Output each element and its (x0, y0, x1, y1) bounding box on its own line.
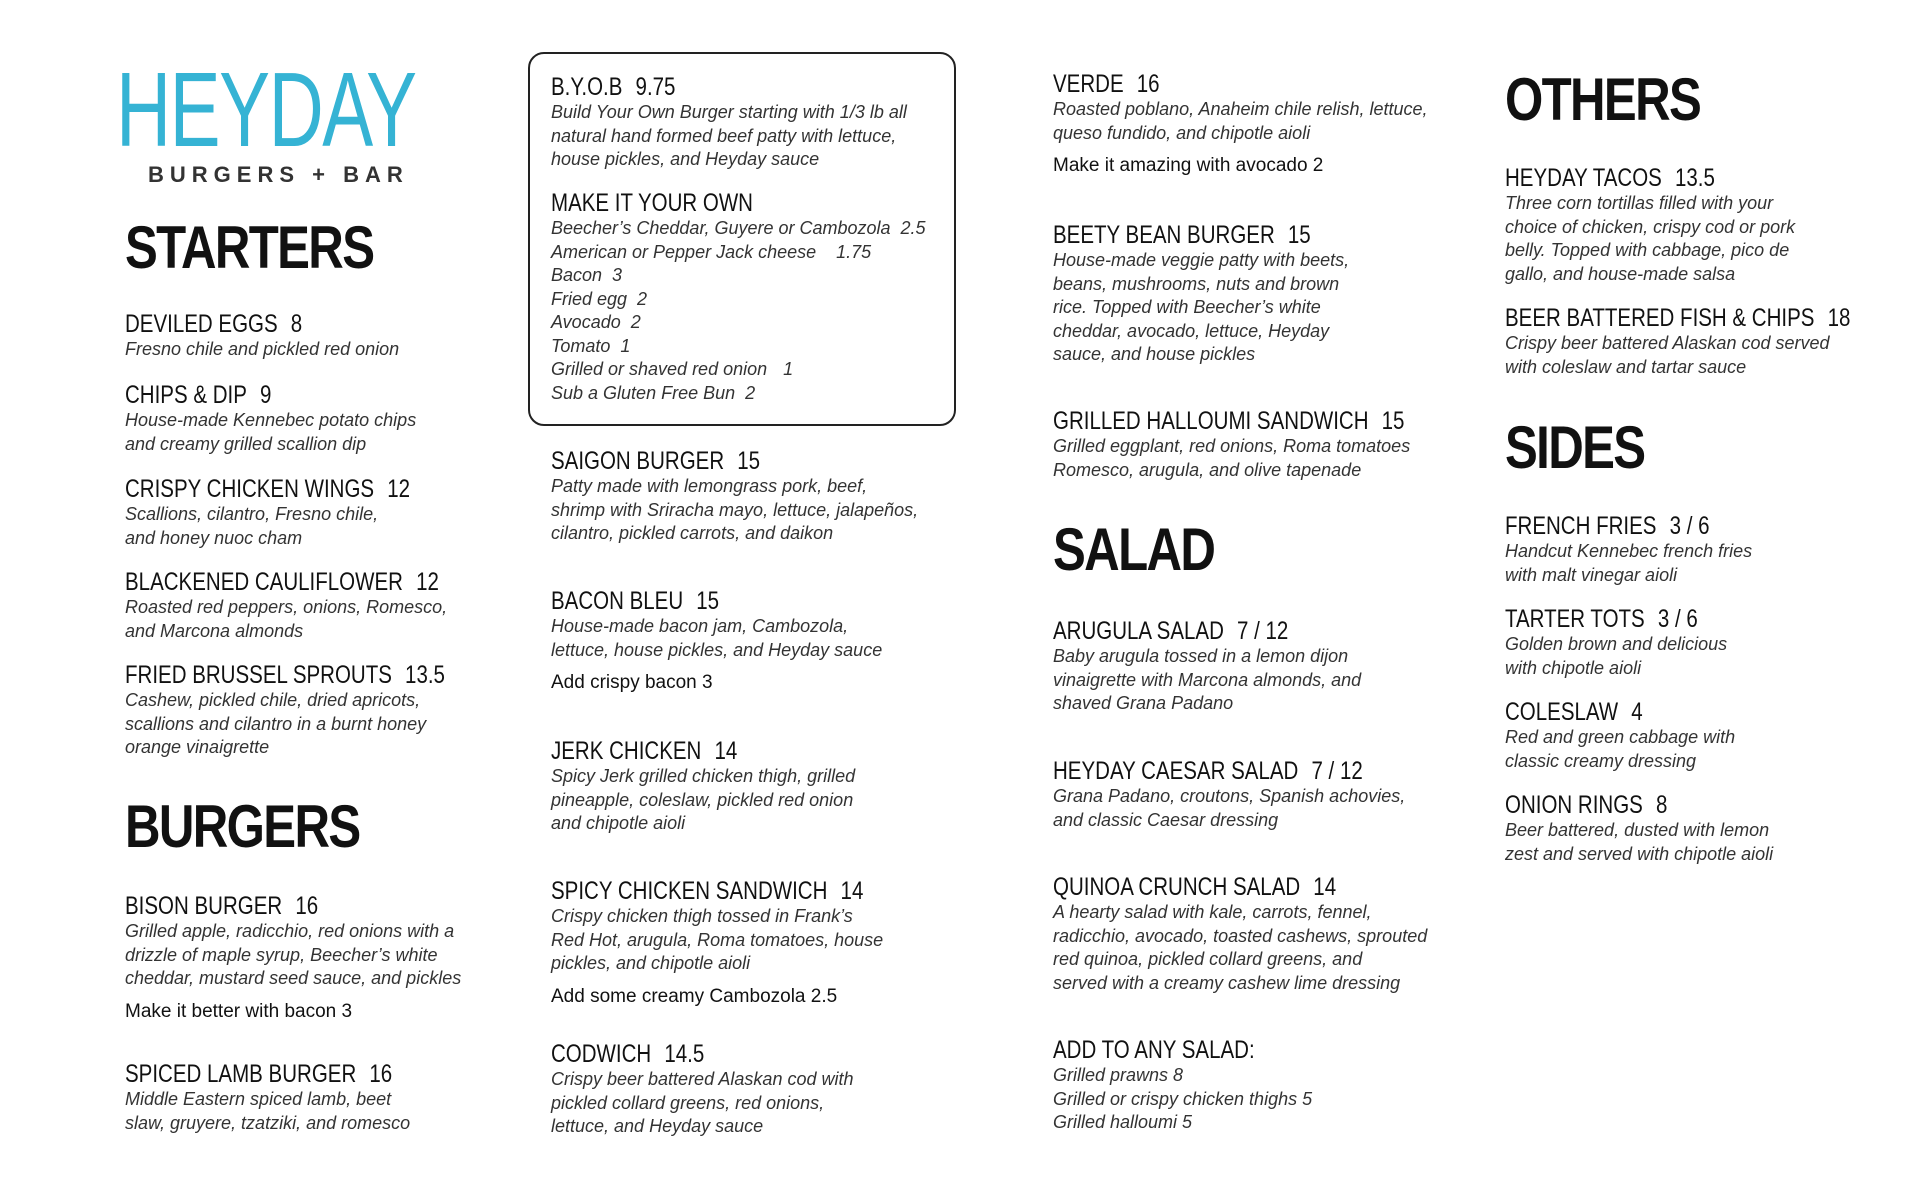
section-title-starters: STARTERS (125, 214, 374, 281)
option-row: Fried egg 2 (551, 288, 648, 309)
item-price: 7 / 12 (1237, 617, 1289, 645)
item-description: Roasted red peppers, onions, Romesco, and Marcona almonds (125, 597, 448, 641)
item-description: Roasted poblano, Anaheim chile relish, lettuce, queso fundido, and chipotle aioli (1053, 99, 1428, 143)
item-name: FRIED BRUSSEL SPROUTS (125, 661, 392, 689)
brand-name: HEYDAY (116, 51, 416, 169)
brand-tagline: BURGERS + BAR (148, 162, 409, 187)
item-description: Grilled prawns 8 Grilled or crispy chicken thighs 5 Grilled halloumi 5 (1053, 1065, 1313, 1132)
item-price: 16 (295, 892, 319, 920)
item-description: Fresno chile and pickled red onion (125, 339, 400, 359)
item-name: COLESLAW (1505, 698, 1619, 726)
item-name: GRILLED HALLOUMI SANDWICH (1053, 407, 1369, 435)
item-price: 3 / 6 (1657, 605, 1698, 633)
option-row: Sub a Gluten Free Bun 2 (551, 382, 756, 403)
menu-item (551, 587, 971, 695)
item-description: House-made bacon jam, Cambozola, lettuce, house pickles, and Heyday sauce (551, 616, 883, 660)
menu-item (1053, 873, 1473, 995)
menu-item (551, 877, 971, 1009)
menu-item (1505, 512, 1920, 587)
item-description: Beer battered, dusted with lemon zest and served with chipotle aioli (1505, 820, 1774, 864)
item-name: MAKE IT YOUR OWN (551, 189, 753, 217)
item-name: SPICED LAMB BURGER (125, 1060, 357, 1088)
item-name: JERK CHICKEN (551, 737, 702, 765)
option-row: Beecher’s Cheddar, Guyere or Cambozola 2.5 (551, 218, 926, 238)
item-name: BACON BLEU (551, 587, 684, 615)
menu-item (1053, 221, 1473, 367)
menu-item (125, 310, 545, 362)
section-title-burgers: BURGERS (125, 793, 360, 860)
menu-item (551, 737, 971, 836)
item-price: 14 (714, 737, 738, 765)
item-description: Baby arugula tossed in a lemon dijon vinaigrette with Marcona almonds, and shaved Grana Padano (1053, 646, 1362, 713)
item-price: 7 / 12 (1311, 757, 1363, 785)
option-row: Tomato 1 (551, 335, 631, 356)
item-price: 14 (840, 877, 864, 905)
item-description: Patty made with lemongrass pork, beef, shrimp with Sriracha mayo, lettuce, jalapeños, cilantro, pickled carrots, and daikon (551, 476, 919, 543)
menu-item (125, 568, 545, 643)
item-description: Three corn tortillas filled with your choice of chicken, crispy cod or pork belly. Topped with cabbage, pico de gallo, and house-made salsa (1505, 193, 1796, 284)
item-addon: Make it better with bacon 3 (125, 1000, 353, 1022)
item-name: BEER BATTERED FISH & CHIPS (1505, 304, 1815, 332)
menu-item (1053, 617, 1473, 716)
item-name: B.Y.O.B (551, 73, 623, 101)
item-price: 14.5 (664, 1040, 705, 1068)
option-row: American or Pepper Jack cheese 1.75 (551, 241, 872, 262)
menu-item (1505, 164, 1920, 286)
menu-item (125, 381, 545, 456)
item-name: CRISPY CHICKEN WINGS (125, 475, 375, 503)
section-title-sides: SIDES (1505, 414, 1645, 481)
option-list (551, 217, 971, 405)
menu-item (125, 475, 545, 550)
item-name: HEYDAY TACOS (1505, 164, 1662, 192)
item-name: ARUGULA SALAD (1053, 617, 1224, 645)
item-price: 12 (387, 475, 411, 503)
item-price: 15 (1381, 407, 1405, 435)
item-name: QUINOA CRUNCH SALAD (1053, 873, 1301, 901)
menu-item (551, 447, 971, 546)
menu-item (1053, 757, 1473, 832)
item-price: 9.75 (635, 73, 676, 101)
item-name: ADD TO ANY SALAD: (1053, 1036, 1255, 1064)
item-name: SPICY CHICKEN SANDWICH (551, 877, 828, 905)
section-title-salad: SALAD (1053, 516, 1215, 583)
item-price: 15 (696, 587, 720, 615)
menu-item (1505, 605, 1920, 680)
item-price: 3 / 6 (1669, 512, 1710, 540)
byob-item (551, 73, 971, 172)
option-row: Avocado 2 (551, 312, 641, 332)
item-addon: Add some creamy Cambozola 2.5 (551, 985, 838, 1007)
menu-item (125, 892, 545, 1024)
item-description: Cashew, pickled chile, dried apricots, scallions and cilantro in a burnt honey orange vinaigrette (125, 690, 427, 757)
item-price: 15 (1287, 221, 1311, 249)
item-name: CODWICH (551, 1040, 652, 1068)
item-description: Scallions, cilantro, Fresno chile, and honey nuoc cham (125, 504, 379, 548)
item-description: Red and green cabbage with classic creamy dressing (1505, 727, 1736, 771)
item-name: CHIPS & DIP (125, 381, 247, 409)
item-name: BEETY BEAN BURGER (1053, 221, 1275, 249)
item-name: ONION RINGS (1505, 791, 1643, 819)
item-price: 8 (1655, 791, 1668, 819)
item-price: 13.5 (405, 661, 445, 689)
item-name: FRENCH FRIES (1505, 512, 1657, 540)
item-description: Grana Padano, croutons, Spanish achovies, and classic Caesar dressing (1053, 786, 1406, 830)
item-description: Grilled apple, radicchio, red onions with a drizzle of maple syrup, Beecher’s white cheddar, mustard seed sauce, and pickles (125, 921, 462, 988)
item-description: Crispy chicken thigh tossed in Frank’s Red Hot, arugula, Roma tomatoes, house pickles, and chipotle aioli (551, 906, 884, 973)
item-addon: Make it amazing with avocado 2 (1053, 155, 1324, 176)
item-price: 4 (1631, 698, 1643, 726)
item-description: Handcut Kennebec french fries with malt vinegar aioli (1505, 541, 1753, 585)
menu-item (1505, 791, 1920, 866)
item-description: Middle Eastern spiced lamb, beet slaw, gruyere, tzatziki, and romesco (125, 1089, 411, 1133)
brand-logo (116, 51, 416, 188)
item-price: 14 (1313, 873, 1337, 901)
item-name: HEYDAY CAESAR SALAD (1053, 757, 1299, 785)
item-description: A hearty salad with kale, carrots, fennel, radicchio, avocado, toasted cashews, sprouted red quinoa, pickled collard greens, and served with a creamy cashew lime dressing (1053, 902, 1428, 993)
item-description: Build Your Own Burger starting with 1/3 lb all natural hand formed beef patty with lettuce, house pickles, and Heyday sauce (551, 102, 907, 169)
menu-item (551, 1040, 971, 1139)
menu-item (1505, 698, 1920, 773)
item-description: House-made Kennebec potato chips and creamy grilled scallion dip (125, 410, 417, 454)
item-addon: Add crispy bacon 3 (551, 672, 713, 693)
option-row: Bacon 3 (551, 265, 623, 285)
item-name: BISON BURGER (125, 892, 283, 920)
menu-item (125, 661, 545, 760)
item-description: Crispy beer battered Alaskan cod with pickled collard greens, red onions, lettuce, and Heyday sauce (551, 1069, 854, 1136)
item-price: 8 (290, 310, 303, 338)
item-name: TARTER TOTS (1505, 605, 1645, 633)
option-row: Grilled or shaved red onion 1 (551, 359, 794, 379)
item-name: DEVILED EGGS (125, 310, 278, 338)
item-description: House-made veggie patty with beets, beans, mushrooms, nuts and brown rice. Topped with Beecher’s white cheddar, avocado, lettuce, Heyday sauce, and house pickles (1053, 250, 1350, 364)
make-it-your-own (551, 189, 971, 405)
item-price: 16 (1136, 70, 1160, 98)
item-description: Golden brown and delicious with chipotle aioli (1505, 634, 1728, 678)
item-price: 13.5 (1674, 164, 1715, 192)
menu-item (1505, 304, 1920, 379)
item-price: 12 (416, 568, 439, 596)
item-price: 16 (369, 1060, 393, 1088)
item-description: Grilled eggplant, red onions, Roma tomatoes Romesco, arugula, and olive tapenade (1053, 436, 1411, 480)
item-price: 18 (1827, 304, 1851, 332)
menu-item (125, 1060, 545, 1135)
item-description: Spicy Jerk grilled chicken thigh, grilled pineapple, coleslaw, pickled red onion and chipotle aioli (551, 766, 856, 833)
item-name: SAIGON BURGER (551, 447, 725, 475)
item-price: 15 (737, 447, 761, 475)
menu-item (1053, 1036, 1473, 1135)
item-description: Crispy beer battered Alaskan cod served with coleslaw and tartar sauce (1505, 333, 1830, 377)
item-name: VERDE (1053, 70, 1124, 98)
item-name: BLACKENED CAULIFLOWER (125, 568, 403, 596)
section-title-others: OTHERS (1505, 66, 1701, 133)
menu-item (1053, 407, 1473, 482)
item-price: 9 (260, 381, 272, 409)
menu-item (1053, 70, 1473, 178)
